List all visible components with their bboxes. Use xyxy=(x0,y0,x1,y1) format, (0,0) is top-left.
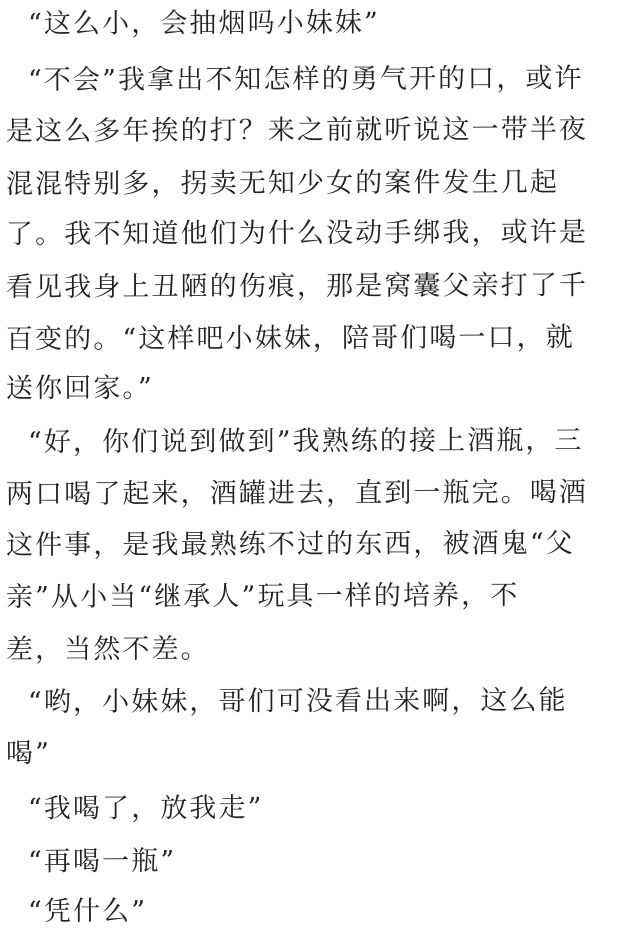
text-line: “好，你们说到做到”我熟练的接上酒瓶，三 xyxy=(27,425,584,458)
text-line: “哟，小妹妹，哥们可没看出来啊，这么能 xyxy=(27,685,568,718)
text-line: 送你回家。” xyxy=(5,372,154,405)
text-line: 了。我不知道他们为什么没动手绑我，或许是 xyxy=(5,216,589,251)
text-line: 这件事，是我最熟练不过的东西，被酒鬼“父 xyxy=(5,528,575,561)
text-line: 亲”从小当“继承人”玩具一样的培养，不 xyxy=(5,580,520,613)
text-line: 混混特别多，拐卖无知少女的案件发生几起 xyxy=(5,167,559,200)
text-line: 两口喝了起来，酒罐进去，直到一瓶完。喝酒 xyxy=(5,476,589,511)
text-line: “这么小，会抽烟吗小妹妹” xyxy=(27,7,380,40)
text-line: “再喝一瓶” xyxy=(27,845,177,878)
text-line: “我喝了，放我走” xyxy=(27,792,264,825)
text-line: 是这么多年挨的打？来之前就听说这一带半夜 xyxy=(5,113,589,148)
text-line: “不会”我拿出不知怎样的勇气开的口，或许 xyxy=(27,63,584,96)
text-line: 喝” xyxy=(5,737,52,770)
text-line: 差，当然不差。 xyxy=(5,633,210,666)
text-line: “凭什么” xyxy=(27,895,148,928)
text-line: 看见我身上丑陋的伤痕，那是窝囊父亲打了千 xyxy=(5,269,589,304)
text-line: 百变的。“这样吧小妹妹，陪哥们喝一口，就 xyxy=(5,322,575,355)
